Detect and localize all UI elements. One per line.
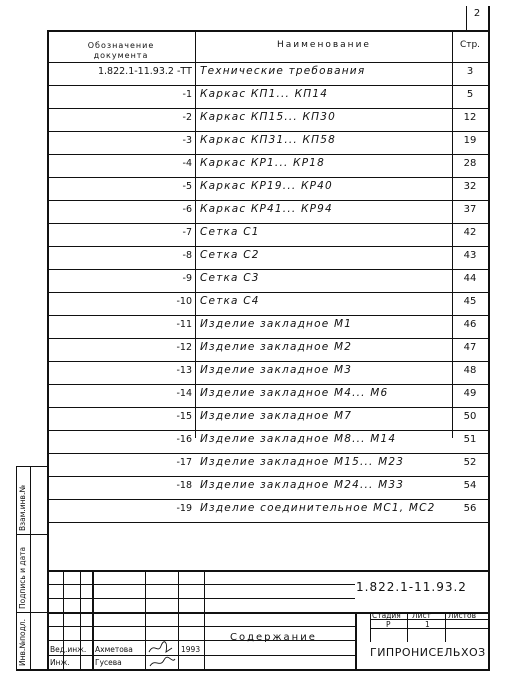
role-2: Инж.: [50, 658, 70, 667]
table-row: [48, 200, 488, 223]
tb-col: [370, 612, 371, 642]
stage-value: Р: [386, 620, 391, 629]
row-code: -6: [182, 204, 192, 215]
row-divider: [48, 522, 488, 523]
row-page: 50: [463, 411, 477, 422]
table-row: [48, 476, 488, 499]
row-code: -3: [182, 135, 192, 146]
row-name: Изделие соединительное МС1, МС2: [200, 502, 436, 514]
org-name: ГИПРОНИСЕЛЬХОЗ: [370, 646, 486, 659]
tb-col: [355, 612, 357, 670]
row-name: Каркас КП31... КП58: [200, 134, 337, 146]
row-name: Изделие закладное М1: [200, 318, 353, 330]
row-name: Каркас КР1... КР18: [200, 157, 326, 169]
row-code: -12: [176, 342, 192, 353]
side-label-podpis: Подпись и дата: [18, 546, 27, 609]
row-name: Сетка С2: [200, 249, 260, 261]
row-code: 1.822.1-11.93.2 -ТТ: [97, 66, 192, 77]
row-page: 49: [463, 388, 477, 399]
row-page: 19: [463, 135, 477, 146]
row-name: Каркас КР19... КР40: [200, 180, 333, 192]
row-page: 5: [466, 89, 474, 100]
row-code: -15: [176, 411, 192, 422]
row-page: 43: [463, 250, 477, 261]
row-code: -5: [182, 181, 192, 192]
doc-title: Содержание: [230, 632, 317, 643]
table-row: [48, 269, 488, 292]
table-row: [48, 384, 488, 407]
tb-col: [204, 570, 205, 670]
row-name: Изделие закладное М4... М6: [200, 387, 389, 399]
tb-col: [63, 570, 64, 670]
side-label-vzam: Взам.инв.№: [18, 484, 27, 531]
year: 1993: [181, 645, 201, 654]
signature-1: [146, 640, 178, 670]
side-stamp-div: [16, 612, 47, 613]
row-code: -13: [176, 365, 192, 376]
doc-code: 1.822.1-11.93.2: [356, 580, 467, 594]
table-row: [48, 108, 488, 131]
table-row: [48, 292, 488, 315]
tb-col: [445, 612, 446, 642]
table-row: [48, 315, 488, 338]
row-page: 48: [463, 365, 477, 376]
row-page: 46: [463, 319, 477, 330]
row-name: Изделие закладное М7: [200, 410, 353, 422]
row-code: -9: [182, 273, 192, 284]
row-code: -18: [176, 480, 192, 491]
row-page: 51: [463, 434, 477, 445]
table-row: [48, 154, 488, 177]
table-row: [48, 223, 488, 246]
row-code: -2: [182, 112, 192, 123]
name-1: Ахметова: [95, 645, 133, 654]
row-code: -16: [176, 434, 192, 445]
row-page: 45: [463, 296, 477, 307]
row-name: Изделие закладное М24... М33: [200, 479, 405, 491]
role-1: Вед.инж.: [50, 645, 87, 654]
row-code: -10: [176, 296, 192, 307]
row-page: 3: [466, 66, 474, 77]
table-row: [48, 453, 488, 476]
frame-top: [47, 30, 490, 32]
side-stamp-mid: [30, 466, 31, 670]
tb-col: [80, 570, 81, 670]
row-code: -11: [176, 319, 192, 330]
row-page: 47: [463, 342, 477, 353]
tb-col: [407, 612, 408, 642]
sheet-label: Лист: [412, 611, 432, 620]
sheet-value: 1: [425, 620, 430, 629]
row-page: 32: [463, 181, 477, 192]
tb-col: [92, 570, 94, 670]
row-name: Каркас КП15... КП30: [200, 111, 337, 123]
row-page: 54: [463, 480, 477, 491]
frame-bottom: [16, 669, 490, 671]
row-name: Сетка С1: [200, 226, 260, 238]
row-name: Сетка С4: [200, 295, 260, 307]
table-row: [48, 430, 488, 453]
table-row: [48, 177, 488, 200]
row-name: Технические требования: [200, 65, 366, 77]
row-code: -7: [182, 227, 192, 238]
side-stamp-top: [16, 466, 47, 467]
row-name: Каркас КР41... КР94: [200, 203, 333, 215]
tb-col: [178, 570, 179, 670]
side-stamp-left: [16, 466, 17, 670]
stage-label: Стадия: [372, 611, 401, 620]
row-code: -4: [182, 158, 192, 169]
table-row: [48, 407, 488, 430]
row-name: Каркас КП1... КП14: [200, 88, 329, 100]
row-page: 44: [463, 273, 477, 284]
header-code-line1: Обозначение: [87, 41, 155, 50]
row-page: 52: [463, 457, 477, 468]
header-code-line2: документа: [93, 51, 149, 60]
header-code: [62, 41, 180, 61]
header-name: Наименование: [277, 40, 371, 50]
sheet-number: 2: [473, 8, 481, 19]
table-row: [48, 361, 488, 384]
table-row: [48, 85, 488, 108]
row-name: Изделие закладное М8... М14: [200, 433, 397, 445]
row-page: 12: [463, 112, 477, 123]
row-name: Изделие закладное М2: [200, 341, 353, 353]
table-row: [48, 246, 488, 269]
row-name: Сетка С3: [200, 272, 260, 284]
row-code: -17: [176, 457, 192, 468]
row-page: 42: [463, 227, 477, 238]
row-page: 37: [463, 204, 477, 215]
titleblock-top: [47, 570, 490, 572]
row-code: -1: [182, 89, 192, 100]
side-stamp-div: [16, 534, 47, 535]
table-row: [48, 499, 488, 522]
side-label-inv: Инв.№подл.: [18, 619, 27, 666]
header-page: Стр.: [459, 40, 481, 50]
row-code: -8: [182, 250, 192, 261]
name-2: Гусева: [95, 658, 122, 667]
table-row: [48, 131, 488, 154]
row-page: 28: [463, 158, 477, 169]
row-code: -14: [176, 388, 192, 399]
row-name: Изделие закладное М3: [200, 364, 353, 376]
sheets-label: Листов: [448, 611, 477, 620]
row-name: Изделие закладное М15... М23: [200, 456, 405, 468]
row-code: -19: [176, 503, 192, 514]
table-row: [48, 62, 488, 85]
table-row: [48, 338, 488, 361]
row-page: 56: [463, 503, 477, 514]
